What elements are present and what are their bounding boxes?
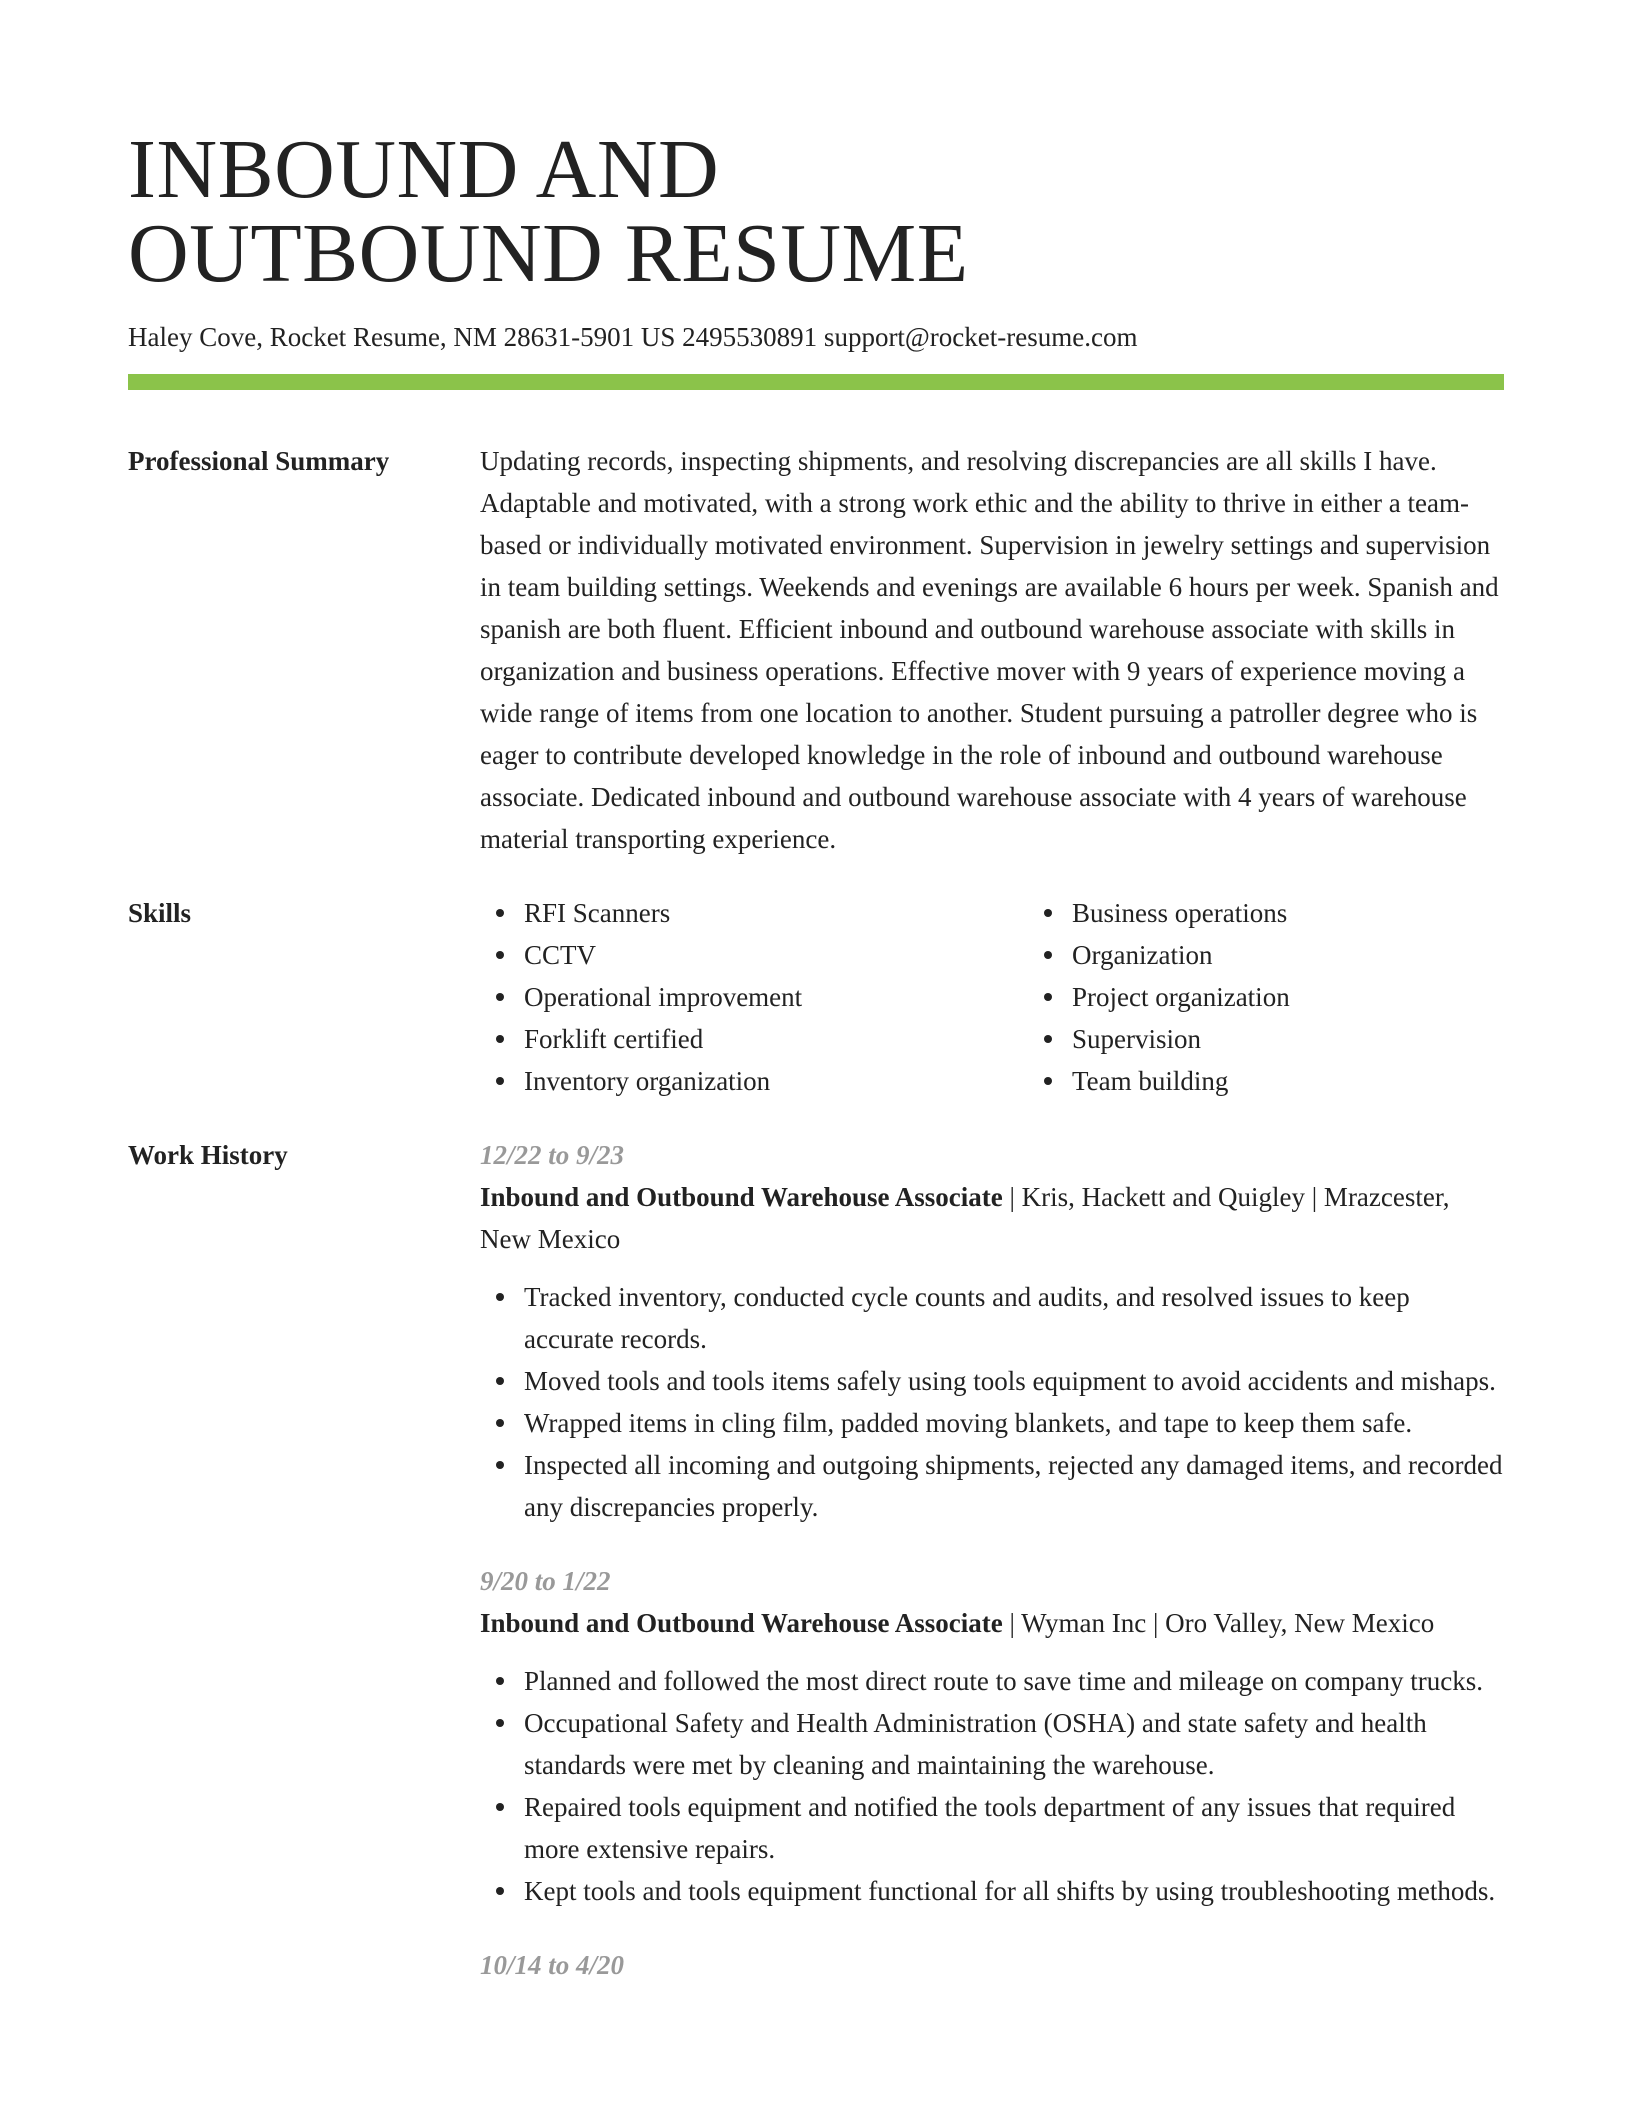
skills-column-left <box>480 892 1028 1102</box>
job-dates: 12/22 to 9/23 <box>480 1140 625 1170</box>
contact-info: Haley Cove, Rocket Resume, NM 28631-5901 US 2495530891 support@rocket-resume.com <box>128 322 1138 352</box>
job-entry <box>480 1134 1504 1528</box>
work-history-section <box>128 1134 1504 2018</box>
job-entry <box>480 1560 1504 1912</box>
skill-item: Team building <box>1072 1060 1576 1102</box>
job-bullets <box>480 1660 1504 1912</box>
skill-item: Project organization <box>1072 976 1576 1018</box>
skill-item: Inventory organization <box>524 1060 1028 1102</box>
skill-item: Forklift certified <box>524 1018 1028 1060</box>
job-entry <box>480 1944 1504 1986</box>
skills-list <box>480 892 1576 1102</box>
skill-item: Operational improvement <box>524 976 1028 1018</box>
section-label-skills: Skills <box>128 898 192 928</box>
job-bullet: Moved tools and tools items safely using tools equipment to avoid accidents and mishaps. <box>524 1360 1504 1402</box>
job-bullet: Kept tools and tools equipment functional for all shifts by using troubleshooting methods. <box>524 1870 1504 1912</box>
title-line-2: OUTBOUND RESUME <box>128 207 969 300</box>
section-label-summary: Professional Summary <box>128 446 390 476</box>
accent-divider <box>128 374 1504 390</box>
job-bullets <box>480 1276 1504 1528</box>
job-title: Inbound and Outbound Warehouse Associate <box>480 1182 1003 1212</box>
skill-item: Organization <box>1072 934 1576 976</box>
skill-item: Supervision <box>1072 1018 1576 1060</box>
job-bullet: Wrapped items in cling film, padded moving blankets, and tape to keep them safe. <box>524 1402 1504 1444</box>
job-title: Inbound and Outbound Warehouse Associate <box>480 1608 1003 1638</box>
section-label-work: Work History <box>128 1140 288 1170</box>
job-employer-location: | Kris, Hackett and Quigley | Mrazcester, New Mexico <box>480 1182 1450 1254</box>
professional-summary-section <box>128 440 1504 860</box>
job-dates: 10/14 to 4/20 <box>480 1950 625 1980</box>
job-heading <box>480 1602 1504 1644</box>
skill-item: RFI Scanners <box>524 892 1028 934</box>
skills-section <box>128 892 1504 1102</box>
skill-item: CCTV <box>524 934 1028 976</box>
resume-title <box>128 0 1504 300</box>
job-bullet: Repaired tools equipment and notified the tools department of any issues that required more extensive repairs. <box>524 1786 1504 1870</box>
summary-text: Updating records, inspecting shipments, and resolving discrepancies are all skills I have. Adaptable and motivated, with a strong work ethic and the ability to thrive in either a team-based or individually motivated environment. Supervision in jewelry settings and supervision in team building settings. Weekends and evenings are available 6 hours per week. Spanish and spanish are both fluent. Efficient inbound and outbound warehouse associate with skills in organization and business operations. Effective mover with 9 years of experience moving a wide range of items from one location to another. Student pursuing a patroller degree who is eager to contribute developed knowledge in the role of inbound and outbound warehouse associate. Dedicated inbound and outbound warehouse associate with 4 years of warehouse material transporting experience. <box>480 446 1499 854</box>
job-dates: 9/20 to 1/22 <box>480 1566 611 1596</box>
skills-column-right <box>1028 892 1576 1102</box>
resume-page <box>128 0 1504 2018</box>
job-bullet: Occupational Safety and Health Administration (OSHA) and state safety and health standards were met by cleaning and maintaining the warehouse. <box>524 1702 1504 1786</box>
job-bullet: Tracked inventory, conducted cycle counts and audits, and resolved issues to keep accurate records. <box>524 1276 1504 1360</box>
job-bullet: Inspected all incoming and outgoing shipments, rejected any damaged items, and recorded any discrepancies properly. <box>524 1444 1504 1528</box>
work-history-list <box>480 1134 1504 2018</box>
job-heading <box>480 1176 1504 1260</box>
job-bullet: Planned and followed the most direct route to save time and mileage on company trucks. <box>524 1660 1504 1702</box>
skill-item: Business operations <box>1072 892 1576 934</box>
title-line-1: INBOUND AND <box>128 123 720 216</box>
job-employer-location: | Wyman Inc | Oro Valley, New Mexico <box>1002 1608 1435 1638</box>
